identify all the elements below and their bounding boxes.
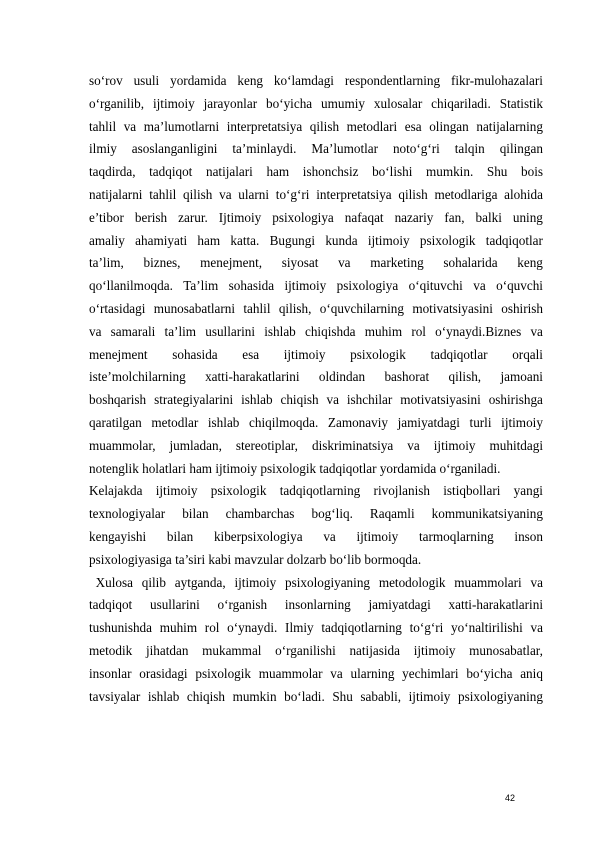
word: mumkin: [232, 688, 277, 704]
word: fikr-mulohazalari: [450, 73, 543, 88]
word: siyosat: [281, 255, 319, 271]
word: usullarini: [149, 597, 200, 613]
word: yordamida: [170, 73, 227, 88]
word: natijalarning: [476, 118, 543, 134]
word: Bugungi: [269, 232, 316, 248]
text-line: [89, 640, 543, 663]
word: olingan: [429, 118, 469, 134]
word: qo‘llanilmoqda.: [89, 278, 173, 294]
word: ijtimoiy: [413, 642, 456, 658]
word: muhim: [364, 323, 403, 339]
text-line: [89, 435, 543, 458]
word: to‘g‘ri: [275, 186, 310, 202]
text-line: [89, 93, 543, 116]
word: jarayonlar: [203, 95, 258, 111]
text-line: [89, 161, 543, 184]
word: amaliy: [89, 232, 125, 248]
text-line: [89, 526, 543, 549]
word: va: [123, 118, 137, 134]
word: nazariy: [394, 209, 434, 225]
word: ham: [197, 232, 221, 248]
word: umumiy: [321, 95, 366, 111]
word: ishlab: [207, 414, 240, 430]
text-line: [89, 298, 543, 321]
word: Ijtimoiy: [218, 209, 262, 225]
word: qilish,: [448, 369, 482, 385]
word: tahlil: [89, 118, 117, 134]
text-line: [89, 366, 543, 389]
word: inson: [514, 528, 543, 544]
word: ijtimoiy: [152, 95, 195, 111]
text-line: [89, 207, 543, 230]
word: to‘g‘ri: [409, 620, 444, 636]
word: Shu: [486, 164, 508, 180]
word: ishchilar: [346, 392, 393, 408]
word: chiqariladi.: [431, 95, 491, 111]
word: chiqish: [280, 392, 319, 408]
word: rivojlanish: [373, 483, 430, 499]
word: qilish: [309, 118, 340, 134]
text-line: [89, 116, 543, 139]
word: jamoani: [500, 369, 543, 385]
word: yangi: [513, 483, 543, 499]
word: tushunishda: [89, 620, 153, 636]
word: ijtimoiy: [408, 688, 451, 704]
word: muammolar,: [89, 437, 156, 453]
word: ishlab: [147, 688, 180, 704]
word: tavsiyalar: [89, 688, 141, 704]
word: bog‘liq.: [311, 506, 353, 522]
word: o‘quvchilarning: [319, 300, 404, 316]
word: interpretatsiya: [226, 118, 303, 134]
word: tadqiqot: [89, 597, 133, 613]
word: ijtimoiy: [501, 414, 543, 430]
word: sohasida: [228, 278, 275, 294]
text-line: [89, 70, 543, 93]
word: tarmoqlarning: [418, 528, 494, 544]
word: aytganda,: [174, 574, 226, 590]
word: jumladan,: [169, 437, 222, 453]
word: va: [323, 528, 336, 544]
word: qaratilgan: [89, 414, 142, 430]
word: va: [530, 620, 543, 636]
word: kommunikatsiyaning: [431, 506, 543, 522]
word: ta’lim,: [89, 255, 124, 271]
word: kunda: [325, 232, 358, 248]
word: natijalarni: [89, 186, 143, 202]
word: metodologik: [378, 574, 446, 590]
word: chambarchas: [225, 506, 295, 522]
word: bo‘yicha: [466, 665, 513, 681]
word: Xulosa: [89, 574, 133, 590]
word: ma’lumotlarni: [143, 118, 220, 134]
word: biznes,: [143, 255, 181, 271]
word: boshqarish: [89, 392, 147, 408]
word: qilib: [141, 574, 166, 590]
word: ijtimoiy: [155, 483, 198, 499]
word: orqali: [512, 346, 543, 362]
text-line: [89, 480, 543, 503]
text-line: [89, 549, 543, 572]
text-line: [89, 275, 543, 298]
word: jamiyatdagi: [397, 414, 460, 430]
word: tadqiqotlarning: [321, 620, 402, 636]
word: marketing: [370, 255, 424, 271]
word: qilish: [398, 186, 428, 202]
text-line: [89, 503, 543, 526]
word: bo‘ladi.: [284, 688, 325, 704]
word: texnologiyalar: [89, 506, 166, 522]
word: tadqiqotlar: [485, 232, 543, 248]
word: o‘rganilib,: [89, 95, 145, 111]
word: e’tibor: [89, 209, 124, 225]
body-text: [89, 70, 543, 708]
word: esa: [404, 118, 422, 134]
word: ishlab: [264, 323, 296, 339]
word: alohida: [504, 186, 543, 202]
word: chiqishda: [304, 323, 356, 339]
word: psixologik: [350, 346, 406, 362]
word: Raqamli: [369, 506, 415, 522]
word: bo‘yicha: [266, 95, 313, 111]
word: samarali: [110, 323, 156, 339]
word: ko‘lamdagi: [273, 73, 334, 88]
text-line: [89, 594, 543, 617]
word: tadqiqotlarning: [279, 483, 361, 499]
word: oldindan: [318, 369, 366, 385]
word: va: [338, 255, 351, 271]
word: yo‘naltirilishi: [451, 620, 523, 636]
word: ilmiy: [89, 141, 117, 157]
word: o‘rganish: [217, 597, 268, 613]
word: ham: [266, 164, 290, 180]
word: keng: [517, 255, 543, 271]
word: ishonchsiz: [302, 164, 359, 180]
word: kiberpsixologiya: [213, 528, 303, 544]
word: muhitdagi: [489, 437, 543, 453]
word: noto‘g‘ri: [392, 141, 440, 157]
word: sohalarida: [443, 255, 498, 271]
word: insonlar: [89, 665, 132, 681]
word: respondentlarning: [344, 73, 441, 88]
word: bois: [521, 164, 543, 180]
word: Ma’lumotlar: [311, 141, 379, 157]
text-line: [89, 686, 543, 709]
word: bashorat: [384, 369, 430, 385]
word: va: [473, 278, 486, 294]
word: o‘qituvchi: [408, 278, 463, 294]
word: turli: [469, 414, 492, 430]
word: tahlil: [243, 300, 271, 316]
word: yechimlari: [402, 665, 459, 681]
word: psixologik: [419, 232, 476, 248]
word: ijtimoiy: [367, 232, 410, 248]
word: va: [219, 186, 232, 202]
word: natijalari: [205, 164, 253, 180]
text-line: [89, 138, 543, 161]
word: iste’molchilarning: [89, 369, 186, 385]
word: taqdirda,: [89, 164, 136, 180]
word: o‘ynaydi.: [227, 620, 278, 636]
word: Statistik: [499, 95, 543, 111]
word: ishlab: [241, 392, 273, 408]
line-text: psixologiyasiga ta’siri kabi mavzular dolzarb bo‘lib bormoqda.: [89, 551, 422, 567]
word: nafaqat: [344, 209, 384, 225]
word: metodlariga: [434, 186, 498, 202]
word: psixologiya: [272, 209, 334, 225]
word: muammolar: [258, 665, 323, 681]
word: o‘rganilishi: [275, 642, 336, 658]
word: esa: [242, 346, 260, 362]
word: orasidagi: [139, 665, 188, 681]
word: so‘rov: [89, 73, 123, 88]
word: katta.: [230, 232, 260, 248]
word: ta’minlaydi.: [232, 141, 297, 157]
word: Kelajakda: [89, 483, 143, 499]
text-line: [89, 184, 543, 207]
text-line: [89, 412, 543, 435]
text-line: [89, 344, 543, 367]
word: jamiyatdagi: [368, 597, 431, 613]
word: istiqbollari: [443, 483, 501, 499]
word: fan,: [444, 209, 465, 225]
word: oshirish: [501, 300, 543, 316]
word: va: [89, 323, 102, 339]
word: Ilmiy: [285, 620, 314, 636]
word: usullarini: [205, 323, 256, 339]
word: bo‘lishi: [372, 164, 413, 180]
word: va: [326, 392, 339, 408]
line-text: notenglik holatlari ham ijtimoiy psixologik tadqiqotlar yordamida o‘rganiladi.: [89, 460, 501, 476]
word: jihatdan: [145, 642, 189, 658]
word: sohasida: [172, 346, 218, 362]
word: ijtimoiy: [284, 278, 327, 294]
word: psixologiyaning: [457, 688, 543, 704]
word: psixologik: [195, 665, 252, 681]
word: kengayishi: [89, 528, 147, 544]
text-line: [89, 321, 543, 344]
word: talqin: [454, 141, 485, 157]
word: qilish: [183, 186, 213, 202]
word: tadqiqot: [149, 164, 193, 180]
word: keng: [237, 73, 264, 88]
word: natijasida: [349, 642, 400, 658]
word: balki: [475, 209, 502, 225]
word: ijtimoiy: [234, 574, 277, 590]
word: menejment,: [200, 255, 263, 271]
word: xatti-harakatlarini: [448, 597, 543, 613]
word: diskriminatsiya: [311, 437, 394, 453]
word: Zamonaviy: [327, 414, 388, 430]
word: rol: [411, 323, 426, 339]
word: bilan: [182, 506, 209, 522]
text-line: [89, 663, 543, 686]
word: muhim: [159, 620, 198, 636]
word: munosabatlarni: [153, 300, 236, 316]
word: ahamiyati: [135, 232, 188, 248]
word: zarur.: [178, 209, 208, 225]
word: o‘ynaydi.Biznes: [435, 323, 522, 339]
word: metodik: [89, 642, 133, 658]
text-line: [89, 252, 543, 275]
page-number: 42: [504, 793, 515, 803]
word: strategiyalarini: [154, 392, 234, 408]
text-line: [89, 617, 543, 640]
word: stereotiplar,: [235, 437, 298, 453]
word: asoslanganligini: [131, 141, 218, 157]
word: sababli,: [360, 688, 402, 704]
word: motivatsiyasini: [400, 392, 481, 408]
word: muammolari: [454, 574, 522, 590]
word: psixologiyaning: [285, 574, 371, 590]
text-line: [89, 389, 543, 412]
word: va: [530, 323, 543, 339]
word: bilan: [166, 528, 194, 544]
text-line: [89, 230, 543, 253]
word: tadqiqotlar: [430, 346, 488, 362]
word: motivatsiyasini: [412, 300, 493, 316]
word: xatti-harakatlarini: [205, 369, 300, 385]
word: va: [330, 665, 343, 681]
word: qilish,: [278, 300, 312, 316]
word: usuli: [133, 73, 160, 88]
word: metodlari: [346, 118, 398, 134]
word: psixologiya: [336, 278, 399, 294]
word: qilingan: [499, 141, 543, 157]
word: va: [407, 437, 420, 453]
word: chiqilmoqda.: [249, 414, 319, 430]
word: mukammal: [202, 642, 262, 658]
word: ijtimoiy: [433, 437, 476, 453]
text-line: [89, 458, 543, 481]
word: ta’lim: [164, 323, 197, 339]
word: xulosalar: [373, 95, 423, 111]
word: va: [530, 574, 543, 590]
word: Shu: [332, 688, 353, 704]
word: ularning: [350, 665, 395, 681]
word: chiqish: [186, 688, 226, 704]
word: berish: [134, 209, 168, 225]
word: ijtimoiy: [356, 528, 399, 544]
word: tahlil: [149, 186, 177, 202]
word: uning: [512, 209, 543, 225]
word: o‘rtasidagi: [89, 300, 146, 316]
text-line: [89, 572, 543, 595]
word: oshirishga: [488, 392, 543, 408]
word: o‘quvchi: [496, 278, 543, 294]
word: psixologik: [210, 483, 267, 499]
word: insonlarning: [284, 597, 351, 613]
word: munosabatlar,: [469, 642, 543, 658]
word: ijtimoiy: [283, 346, 326, 362]
word: ularni: [238, 186, 270, 202]
word: aniq: [520, 665, 543, 681]
word: rol: [204, 620, 220, 636]
word: metodlar: [151, 414, 199, 430]
word: mumkin.: [425, 164, 474, 180]
word: Ta’lim: [183, 278, 219, 294]
word: interpretatsiya: [316, 186, 392, 202]
word: menejment: [89, 346, 148, 362]
